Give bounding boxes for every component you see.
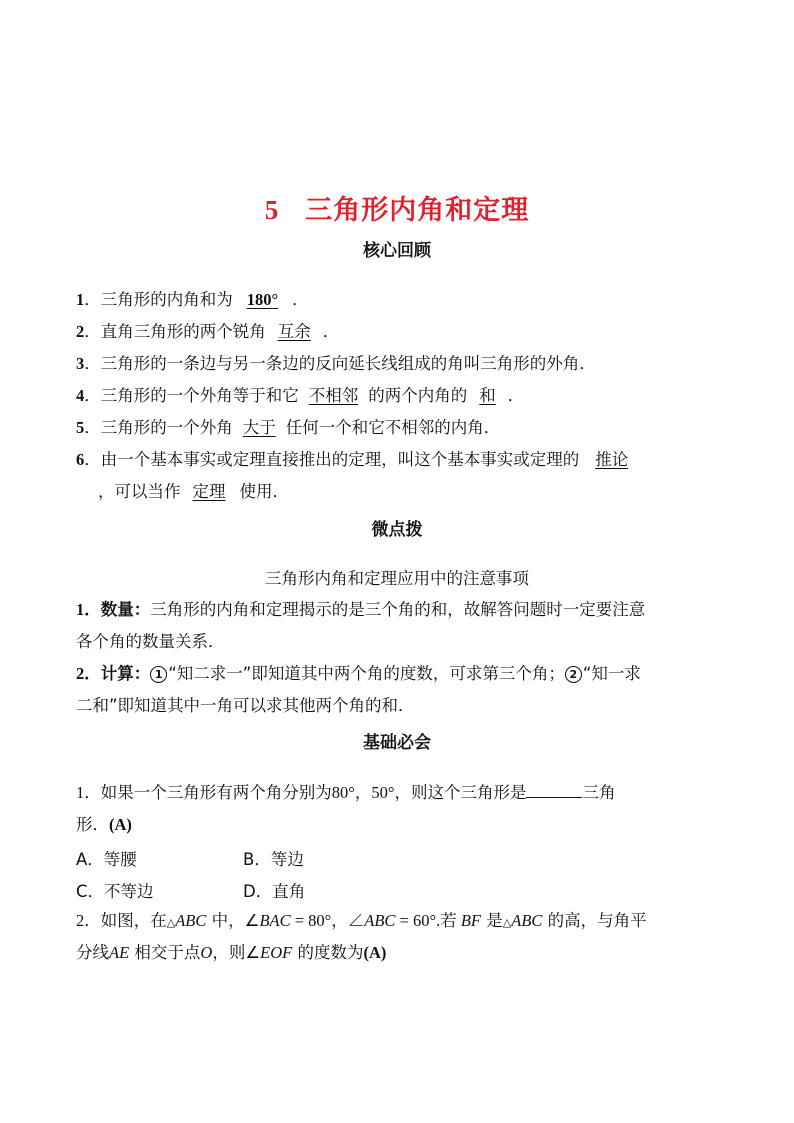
- section-heading-review: 核心回顾: [363, 241, 431, 261]
- text-run: 1: [76, 783, 85, 802]
- text-run: 1: [76, 290, 85, 309]
- text-run: 的两个内角的: [368, 386, 468, 405]
- text-run: ．计算：: [84, 664, 151, 683]
- question-2-cont: [76, 942, 726, 964]
- answer-blank: [526, 783, 582, 798]
- answer-key: (A): [109, 815, 132, 834]
- text-run: 2: [76, 664, 85, 683]
- tip-2-cont: 二和”即知道其中一角可以求其他两个角的和．: [76, 696, 415, 715]
- title-text: 三角形内角和定理: [305, 195, 530, 226]
- review-item-2: [76, 321, 726, 343]
- section-heading-tips: 微点拨: [371, 520, 423, 540]
- text-run: 相交于点: [129, 943, 201, 962]
- text-run: ．三角形的一条边与另一条边的反向延长线组成的角叫三角形的外角．: [84, 354, 596, 373]
- review-item-6-cont: [76, 481, 726, 503]
- circled-number-2: 2: [565, 666, 582, 683]
- text-run: 分线: [76, 943, 109, 962]
- answer-blank: 推论: [595, 450, 629, 469]
- text-run: 4: [76, 386, 85, 405]
- tip-1-cont: 各个角的数量关系．: [76, 632, 225, 651]
- page-title: [0, 188, 794, 227]
- text-run: △: [166, 916, 176, 929]
- text-run: ．直角三角形的两个锐角: [84, 322, 266, 341]
- text-run: 2: [76, 911, 85, 930]
- text-run: = 60°.若: [395, 911, 461, 930]
- text-run: 三角形的内角和定理揭示的是三个角的和，故解答问题时一定要注意: [150, 600, 646, 619]
- text-run: 6: [76, 450, 85, 469]
- tips-subtitle: 三角形内角和定理应用中的注意事项: [265, 569, 529, 588]
- text-run: 1: [76, 600, 85, 619]
- text-run: ABC: [175, 911, 207, 930]
- option-b: B．等边: [243, 850, 304, 869]
- text-run: 任何一个和它不相邻的内角．: [285, 418, 501, 437]
- text-run: 是: [481, 911, 503, 930]
- answer-blank: 和: [479, 386, 496, 405]
- answer-blank: 180°: [246, 290, 279, 309]
- text-run: ．: [292, 290, 309, 309]
- tip-1: [76, 599, 726, 621]
- text-run: ．数量：: [84, 600, 151, 619]
- text-run: 形．: [76, 815, 109, 834]
- text-run: 使用．: [239, 482, 289, 501]
- section-heading-basics: 基础必会: [363, 733, 431, 753]
- question-1-cont: [76, 814, 726, 836]
- text-run: BF: [460, 911, 482, 930]
- review-item-4: [76, 385, 726, 407]
- question-1: [76, 782, 726, 804]
- text-run: 的度数为: [292, 943, 364, 962]
- text-run: EOF: [260, 943, 293, 962]
- text-run: ABC: [511, 911, 543, 930]
- tip-2: [76, 663, 726, 685]
- option-c: C．不等边: [76, 882, 154, 901]
- text-run: 80°: [331, 783, 355, 802]
- text-run: ．由一个基本事实或定理直接推出的定理，叫这个基本事实或定理的: [84, 450, 580, 469]
- review-item-1: [76, 289, 726, 311]
- text-run: = 80°，∠: [290, 911, 365, 930]
- review-item-3: [76, 353, 726, 375]
- text-run: “知二求一”即知道其中两个角的度数，可求第三个角；: [168, 664, 565, 683]
- option-d: D．直角: [243, 882, 306, 901]
- text-run: 中，∠: [206, 911, 260, 930]
- answer-blank: 互余: [277, 322, 311, 341]
- text-run: 5: [76, 418, 85, 437]
- text-run: ．三角形的一个外角: [84, 418, 233, 437]
- text-run: ．: [507, 386, 525, 405]
- answer-key: (A): [363, 943, 387, 962]
- circled-number-1: 1: [150, 666, 167, 683]
- text-run: ，可以当作: [98, 482, 181, 501]
- text-run: BAC: [259, 911, 291, 930]
- text-run: ，则这个三角形是: [394, 783, 527, 802]
- text-run: ，则∠: [212, 943, 261, 962]
- review-item-6: [76, 449, 726, 471]
- text-run: ．: [322, 322, 340, 341]
- text-run: ，: [354, 783, 372, 802]
- text-run: ．三角形的一个外角等于和它: [84, 386, 299, 405]
- text-run: ABC: [364, 911, 396, 930]
- answer-blank: 定理: [192, 482, 226, 501]
- text-run: 50°: [371, 783, 395, 802]
- text-run: 3: [76, 354, 85, 373]
- text-run: ．如果一个三角形有两个角分别为: [84, 783, 332, 802]
- text-run: △: [502, 916, 512, 929]
- answer-blank: 不相邻: [308, 386, 359, 405]
- question-2: [76, 910, 726, 934]
- review-item-5: [76, 417, 726, 439]
- text-run: O: [200, 943, 213, 962]
- text-run: 的高，与角平: [542, 911, 647, 930]
- text-run: AE: [109, 943, 130, 962]
- text-run: ．如图，在: [84, 911, 167, 930]
- text-run: 2: [76, 322, 85, 341]
- text-run: 三角: [582, 783, 616, 802]
- text-run: ．三角形的内角和为: [84, 290, 233, 309]
- title-number: 5: [264, 195, 280, 225]
- text-run: “知一求: [582, 664, 641, 683]
- option-a: A．等腰: [76, 850, 137, 869]
- answer-blank: 大于: [242, 418, 276, 437]
